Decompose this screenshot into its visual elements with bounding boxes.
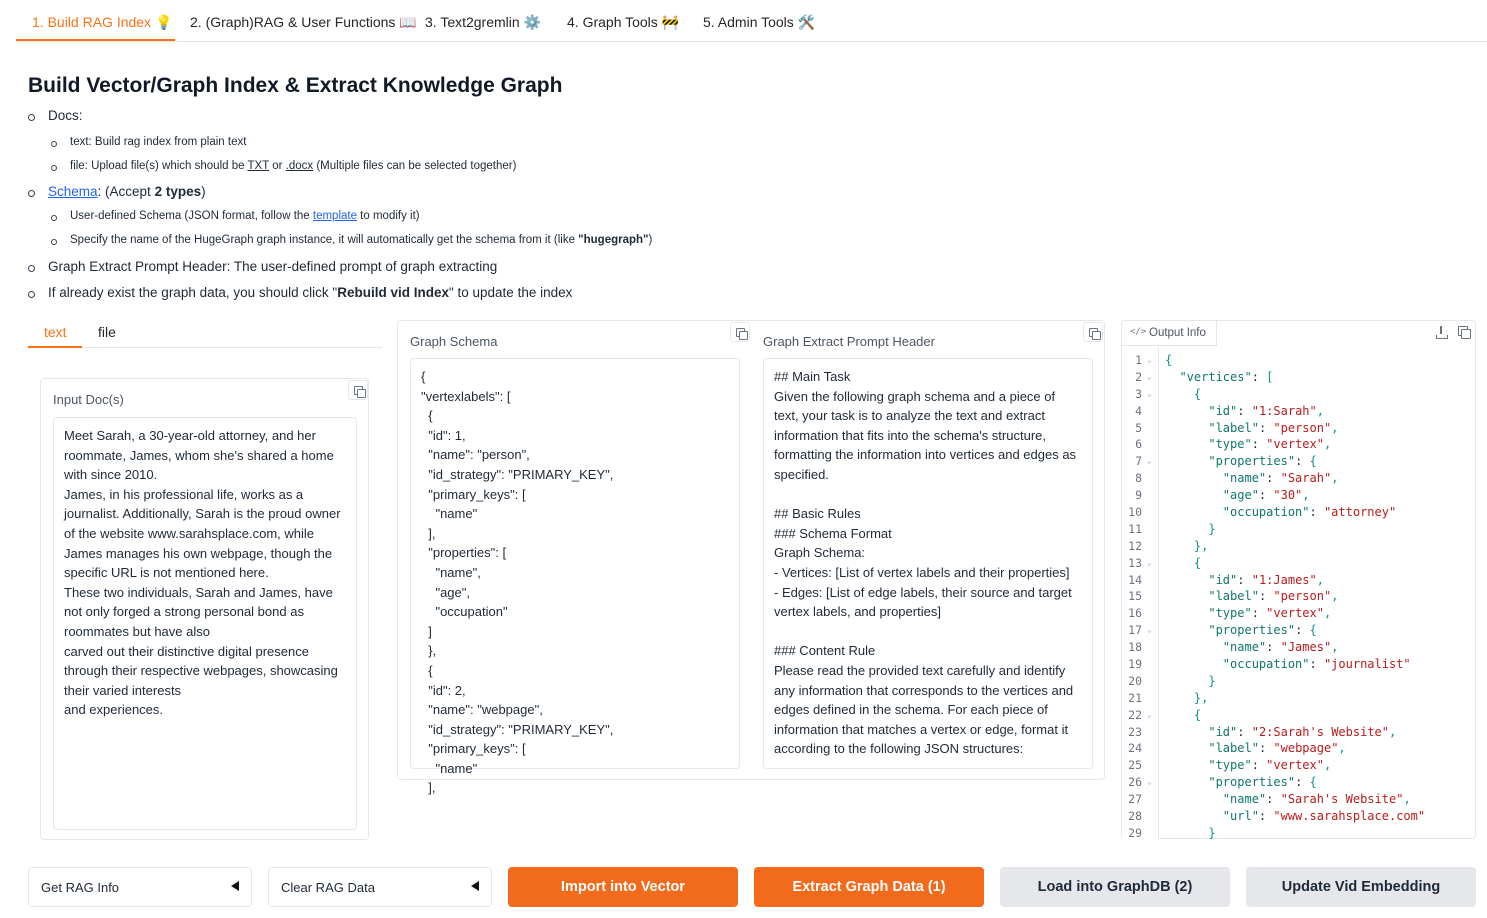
docs-label: Docs: bbox=[48, 108, 83, 123]
file-type-docx: .docx bbox=[285, 160, 314, 172]
collapse-triangle-icon bbox=[471, 881, 479, 891]
clear-rag-data-label: Clear RAG Data bbox=[281, 880, 375, 895]
input-doc-textarea[interactable]: Meet Sarah, a 30-year-old attorney, and her roommate, James, whom she's shared a home with since 2010. James, in his professional life, works as a journalist. Additionally, Sarah is the proud owner of the website www.sarahsplace.com, while James manages his own webpage, though the specific URL is not mentioned here. These two individuals, Sarah and James, have not only forged a strong personal bond as roommates but have also carved out their distinctive digital presence through their respective webpages, showcasing their varied interests and experiences. bbox=[53, 417, 357, 830]
line-number: 3 bbox=[1135, 386, 1142, 401]
schema-types-count: 2 types bbox=[154, 184, 202, 199]
code-text: } bbox=[1208, 825, 1216, 840]
line-number: 8 bbox=[1135, 471, 1142, 486]
code-text: "type": "vertex", bbox=[1208, 437, 1332, 452]
fold-chevron-icon[interactable]: ⌄ bbox=[1147, 456, 1152, 466]
download-icon[interactable] bbox=[1434, 325, 1448, 339]
docs-file-item-label bbox=[70, 160, 516, 172]
code-text: { bbox=[1193, 555, 1202, 570]
code-line bbox=[1122, 352, 1477, 369]
schema-user-suffix: to modify it) bbox=[356, 210, 420, 222]
schema-mid: : (Accept bbox=[97, 184, 155, 199]
schema-user-label bbox=[70, 210, 420, 222]
main-tab-bar bbox=[16, 0, 1487, 42]
schema-name-example: "hugegraph" bbox=[578, 234, 649, 246]
file-suffix: (Multiple files can be selected together) bbox=[313, 160, 517, 172]
code-line bbox=[1122, 555, 1477, 572]
code-line bbox=[1122, 673, 1477, 690]
copy-icon[interactable] bbox=[1083, 322, 1103, 342]
file-type-txt: TXT bbox=[247, 160, 270, 172]
code-line bbox=[1122, 369, 1477, 386]
line-number: 21 bbox=[1128, 690, 1142, 705]
get-rag-info-button[interactable] bbox=[28, 867, 252, 907]
line-number: 13 bbox=[1128, 555, 1142, 570]
collapse-triangle-icon bbox=[231, 881, 239, 891]
line-number: 17 bbox=[1128, 623, 1142, 638]
prompt-header-textarea[interactable]: ## Main Task Given the following graph schema and a piece of text, your task is to analyze the text and extract information that fits into the schema's structure, formatting the information into vertices and edges as specified. ## Basic Rules ### Schema Format Graph Schema: - Vertices: [List of vertex labels and their properties] - Edges: [List of edge labels, their source and target vertex labels, and properties] ### Content Rule Please read the provided text carefully and identify any information that corresponds to the vertices and edges defined in the schema. For each piece of information that matches a vertex or edge, format it according to the following JSON structures: bbox=[763, 358, 1093, 769]
code-text: } bbox=[1208, 673, 1216, 688]
line-number: 27 bbox=[1128, 792, 1142, 807]
code-text: "type": "vertex", bbox=[1208, 606, 1332, 621]
code-text: "type": "vertex", bbox=[1208, 758, 1332, 773]
tab-text2gremlin[interactable]: 3. Text2gremlin ⚙️ bbox=[425, 14, 541, 30]
code-text: }, bbox=[1193, 538, 1209, 553]
line-number: 7 bbox=[1135, 454, 1142, 469]
line-number: 24 bbox=[1128, 741, 1142, 756]
code-line bbox=[1122, 504, 1477, 521]
tab-build-rag-index[interactable]: 1. Build RAG Index 💡 bbox=[32, 14, 173, 30]
line-number: 29 bbox=[1128, 825, 1142, 840]
code-line bbox=[1122, 588, 1477, 605]
line-number: 4 bbox=[1135, 403, 1142, 418]
code-text: "age": "30", bbox=[1222, 488, 1310, 503]
prompt-header-label: Graph Extract Prompt Header bbox=[763, 334, 935, 349]
bullet bbox=[51, 141, 57, 147]
code-line bbox=[1122, 386, 1477, 403]
code-text: "occupation": "journalist" bbox=[1222, 657, 1411, 672]
code-text: "id": "1:Sarah", bbox=[1208, 403, 1324, 418]
code-text: { bbox=[1193, 386, 1202, 401]
code-line bbox=[1122, 774, 1477, 791]
file-or: or bbox=[269, 160, 286, 172]
get-rag-info-label: Get RAG Info bbox=[41, 880, 120, 895]
code-text: "name": "Sarah", bbox=[1222, 471, 1339, 486]
rebuild-button-name: Rebuild vid Index bbox=[337, 285, 449, 300]
line-number: 22 bbox=[1128, 707, 1142, 722]
output-code[interactable] bbox=[1122, 352, 1477, 842]
code-line bbox=[1122, 825, 1477, 842]
code-text: "name": "James", bbox=[1222, 640, 1339, 655]
active-tab-indicator bbox=[16, 39, 175, 41]
code-line bbox=[1122, 757, 1477, 774]
code-text: }, bbox=[1193, 690, 1209, 705]
fold-chevron-icon[interactable]: ⌄ bbox=[1147, 777, 1152, 787]
active-input-tab-indicator bbox=[28, 346, 82, 348]
output-info-panel bbox=[1121, 320, 1476, 839]
line-number: 15 bbox=[1128, 589, 1142, 604]
line-number: 11 bbox=[1128, 521, 1142, 536]
code-line bbox=[1122, 572, 1477, 589]
code-line bbox=[1122, 436, 1477, 453]
clear-rag-data-button[interactable] bbox=[268, 867, 492, 907]
schema-name-suffix: ) bbox=[648, 234, 653, 246]
code-line bbox=[1122, 538, 1477, 555]
schema-name-label bbox=[70, 234, 652, 246]
tab-graphrag-user-functions[interactable]: 2. (Graph)RAG & User Functions 📖 bbox=[190, 14, 417, 30]
code-text: "occupation": "attorney" bbox=[1222, 505, 1397, 520]
code-line bbox=[1122, 740, 1477, 757]
code-line bbox=[1122, 690, 1477, 707]
code-text: "id": "2:Sarah's Website", bbox=[1208, 724, 1397, 739]
line-number: 20 bbox=[1128, 673, 1142, 688]
fold-chevron-icon[interactable]: ⌄ bbox=[1147, 625, 1152, 635]
tab-file[interactable]: file bbox=[98, 324, 116, 340]
bullet bbox=[28, 114, 35, 121]
bullet bbox=[28, 265, 35, 272]
bullet bbox=[28, 190, 35, 197]
line-number: 5 bbox=[1135, 420, 1142, 435]
schema-prompt-panel bbox=[397, 320, 1105, 796]
code-line bbox=[1122, 707, 1477, 724]
line-number: 26 bbox=[1128, 775, 1142, 790]
code-text: "label": "person", bbox=[1208, 589, 1339, 604]
code-line bbox=[1122, 403, 1477, 420]
code-text: { bbox=[1165, 353, 1173, 367]
code-text: "properties": { bbox=[1208, 623, 1317, 638]
code-line bbox=[1122, 453, 1477, 470]
code-line bbox=[1122, 521, 1477, 538]
line-number: 23 bbox=[1128, 724, 1142, 739]
update-vid-embedding-button[interactable]: Update Vid Embedding bbox=[1246, 867, 1476, 907]
code-line bbox=[1122, 420, 1477, 437]
bullet bbox=[28, 291, 35, 298]
code-line bbox=[1122, 791, 1477, 808]
tab-admin-tools[interactable]: 5. Admin Tools 🛠️ bbox=[703, 14, 816, 30]
line-number: 1 bbox=[1135, 353, 1142, 367]
rebuild-suffix: " to update the index bbox=[448, 285, 573, 300]
input-doc-panel bbox=[40, 378, 369, 840]
graph-schema-textarea[interactable]: { "vertexlabels": [ { "id": 1, "name": "person", "id_strategy": "PRIMARY_KEY", "primary_keys": [ "name" ], "properties": [ "name", "age", "occupation" ] }, { "id": 2, "name": "webpage", "id_strategy": "PRIMARY_KEY", "primary_keys": [ "name" ], bbox=[410, 358, 740, 769]
code-line bbox=[1122, 487, 1477, 504]
rebuild-prefix: If already exist the graph data, you should click " bbox=[48, 285, 338, 300]
line-number: 12 bbox=[1128, 538, 1142, 553]
copy-icon[interactable] bbox=[348, 380, 368, 400]
line-number: 19 bbox=[1128, 657, 1142, 672]
fold-chevron-icon[interactable]: ⌄ bbox=[1147, 388, 1152, 398]
code-text: "label": "webpage", bbox=[1208, 741, 1346, 756]
input-doc-label: Input Doc(s) bbox=[53, 392, 124, 407]
docs-text-item-label: text: Build rag index from plain text bbox=[70, 136, 247, 148]
page-title: Build Vector/Graph Index & Extract Knowledge Graph bbox=[28, 74, 563, 97]
copy-icon[interactable] bbox=[1456, 324, 1472, 340]
fold-chevron-icon[interactable]: ⌄ bbox=[1147, 709, 1152, 719]
bullet bbox=[51, 165, 57, 171]
line-number: 18 bbox=[1128, 640, 1142, 655]
import-into-vector-button[interactable]: Import into Vector bbox=[508, 867, 738, 907]
bullet bbox=[51, 215, 57, 221]
line-number: 9 bbox=[1135, 488, 1142, 503]
line-number: 2 bbox=[1135, 369, 1142, 384]
tab-graph-tools[interactable]: 4. Graph Tools 🚧 bbox=[567, 14, 680, 30]
code-line bbox=[1122, 470, 1477, 487]
code-text: } bbox=[1208, 521, 1216, 536]
load-into-graphdb-button[interactable]: Load into GraphDB (2) bbox=[1000, 867, 1230, 907]
code-line bbox=[1122, 622, 1477, 639]
code-line bbox=[1122, 808, 1477, 825]
schema-name-prefix: Specify the name of the HugeGraph graph instance, it will automatically get the schema from it (like bbox=[70, 234, 579, 246]
schema-link[interactable]: Schema bbox=[48, 184, 98, 199]
code-text: "id": "1:James", bbox=[1208, 572, 1324, 587]
code-text: "url": "www.sarahsplace.com" bbox=[1222, 809, 1426, 824]
code-text: { bbox=[1193, 707, 1202, 722]
code-text: "properties": { bbox=[1208, 454, 1317, 469]
schema-end: ) bbox=[201, 184, 206, 199]
bullet bbox=[51, 239, 57, 245]
code-text: "label": "person", bbox=[1208, 420, 1339, 435]
template-link[interactable]: template bbox=[312, 210, 357, 222]
fold-chevron-icon[interactable]: ⌄ bbox=[1147, 355, 1152, 364]
fold-chevron-icon[interactable]: ⌄ bbox=[1147, 371, 1152, 381]
code-line bbox=[1122, 656, 1477, 673]
rebuild-doc bbox=[48, 285, 572, 300]
code-line bbox=[1122, 724, 1477, 741]
line-number: 16 bbox=[1128, 606, 1142, 621]
code-text: "name": "Sarah's Website", bbox=[1222, 792, 1411, 807]
tab-text[interactable]: text bbox=[44, 324, 67, 340]
code-line bbox=[1122, 605, 1477, 622]
fold-chevron-icon[interactable]: ⌄ bbox=[1147, 557, 1152, 567]
code-icon: </> bbox=[1130, 327, 1147, 337]
code-line bbox=[1122, 639, 1477, 656]
line-number: 25 bbox=[1128, 758, 1142, 773]
input-tab-bar bbox=[28, 320, 382, 348]
output-info-header bbox=[1122, 321, 1217, 346]
extract-graph-data-button[interactable]: Extract Graph Data (1) bbox=[754, 867, 984, 907]
copy-icon[interactable] bbox=[730, 322, 750, 342]
line-number: 14 bbox=[1128, 572, 1142, 587]
line-number: 6 bbox=[1135, 437, 1142, 452]
schema-item-label bbox=[48, 184, 206, 199]
schema-user-prefix: User-defined Schema (JSON format, follow the bbox=[70, 210, 313, 222]
line-number: 10 bbox=[1128, 505, 1142, 520]
prompt-header-doc: Graph Extract Prompt Header: The user-defined prompt of graph extracting bbox=[48, 259, 498, 274]
file-prefix: file: Upload file(s) which should be bbox=[70, 160, 248, 172]
graph-schema-label: Graph Schema bbox=[410, 334, 498, 349]
code-text: "properties": { bbox=[1208, 775, 1317, 790]
line-number: 28 bbox=[1128, 809, 1142, 824]
output-info-label: Output Info bbox=[1149, 327, 1206, 339]
code-text: "vertices": [ bbox=[1179, 369, 1274, 384]
